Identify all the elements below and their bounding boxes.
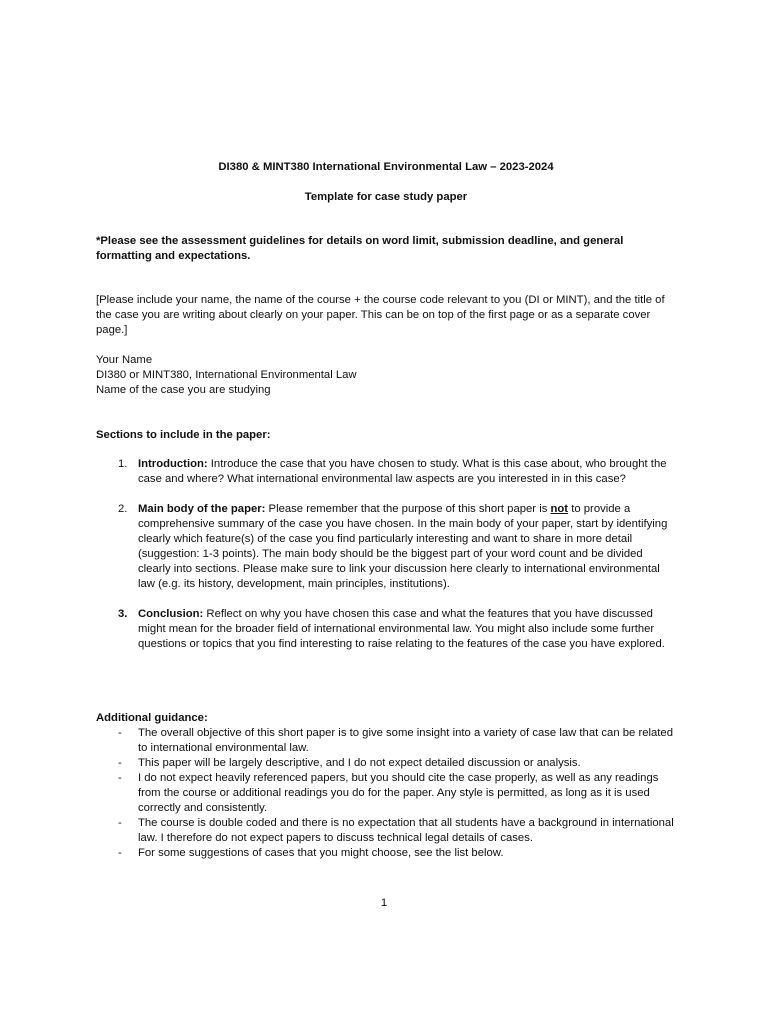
assessment-notice: *Please see the assessment guidelines for details on word limit, submission deadline, and general formatting and expectations. xyxy=(96,235,624,262)
guidance-text: The overall objective of this short paper is to give some insight into a variety of case law that can be related to international environmental law. xyxy=(138,727,674,754)
sections-heading: Sections to include in the paper: xyxy=(96,429,271,441)
section-title: Main body of the paper: xyxy=(138,503,266,515)
document-subtitle: Template for case study paper xyxy=(304,191,468,203)
list-number: 3. xyxy=(118,608,128,620)
guidance-list xyxy=(96,726,676,861)
guidance-item xyxy=(96,846,676,861)
section-text: Reflect on why you have chosen this case and what the features that you have discussed might mean for the broader field of international environmental law. You might also include some further questions or topics that you find interesting to raise relating to the features of the case you have explored. xyxy=(138,608,665,650)
guidance-item xyxy=(96,771,676,816)
list-number: 1. xyxy=(118,458,128,470)
placeholder-name: Your Name xyxy=(96,354,153,366)
list-dash: - xyxy=(118,757,122,769)
section-item-conclusion xyxy=(96,607,676,652)
list-dash: - xyxy=(118,847,122,859)
placeholder-case: Name of the case you are studying xyxy=(96,384,271,396)
guidance-item xyxy=(96,756,676,771)
guidance-text: I do not expect heavily referenced papers, but you should cite the case properly, as well as any readings from the course or additional readings you do for the paper. Any style is permitted, as long as it is used correctly and consistently. xyxy=(138,772,659,814)
name-placeholder-block xyxy=(96,353,676,398)
additional-guidance-heading: Additional guidance: xyxy=(96,712,208,724)
guidance-text: The course is double coded and there is no expectation that all students have a background in international law. I therefore do not expect papers to discuss technical legal details of cases. xyxy=(138,817,674,844)
list-dash: - xyxy=(118,772,122,784)
section-item-introduction xyxy=(96,457,676,487)
list-number: 2. xyxy=(118,503,128,515)
section-text-continued: to provide a comprehensive summary of the case you have chosen. In the main body of your paper, start by identifying clearly which feature(s) of the case you find particularly interesting and want to share in more detail (suggestion: 1-3 points). The main body should be the biggest part of your word count and be divided clearly into sections. Please make sure to link your discussion here clearly to international environmental law (e.g. its history, development, main principles, institutions). xyxy=(138,503,668,590)
section-title: Conclusion: xyxy=(138,608,204,620)
guidance-item xyxy=(96,816,676,846)
page-number: 1 xyxy=(380,897,388,909)
document-title: DI380 & MINT380 International Environmental Law – 2023-2024 xyxy=(218,161,554,173)
section-text: Introduce the case that you have chosen to study. What is this case about, who brought the case and where? What international environmental law aspects are you interested in in this case? xyxy=(138,458,667,485)
guidance-item xyxy=(96,726,676,756)
section-title: Introduction: xyxy=(138,458,208,470)
emphasis-not: not xyxy=(550,503,569,515)
guidance-text: For some suggestions of cases that you might choose, see the list below. xyxy=(138,847,504,859)
placeholder-course: DI380 or MINT380, International Environmental Law xyxy=(96,369,357,381)
guidance-text: This paper will be largely descriptive, and I do not expect detailed discussion or analysis. xyxy=(138,757,581,769)
section-text: Please remember that the purpose of this short paper is xyxy=(265,503,551,515)
section-item-main-body xyxy=(96,502,676,592)
list-dash: - xyxy=(118,817,122,829)
instructions-paragraph: [Please include your name, the name of the course + the course code relevant to you (DI or MINT), and the title of the case you are writing about clearly on your paper. This can be on top of the first page or as a separate cover page.] xyxy=(96,294,665,336)
list-dash: - xyxy=(118,727,122,739)
sections-list xyxy=(96,457,676,667)
